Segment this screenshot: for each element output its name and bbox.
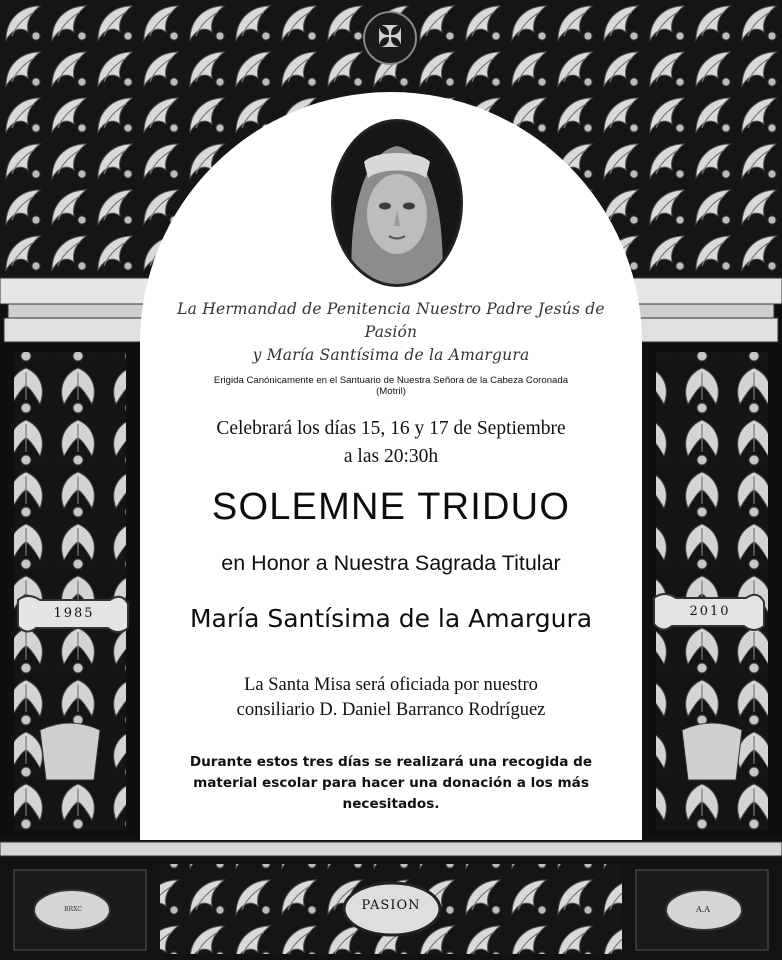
hermandad-line-1: La Hermandad de Penitencia Nuestro Padre Jesús de Pasión — [177, 300, 605, 341]
virgin-portrait — [334, 122, 460, 284]
pasion-cartouche-label: PASION — [361, 898, 421, 913]
donation-notice — [150, 752, 632, 815]
aa-cartouche-label: A.A — [695, 905, 711, 914]
event-dates — [150, 415, 632, 471]
erigida-line-1: Erigida Canónicamente en el Santuario de Nuestra Señora de la Cabeza Coronada — [213, 375, 569, 386]
hermandad-line-2: y María Santísima de la Amargura — [252, 346, 530, 364]
donation-line-1: Durante estos tres días se realizará una recogida de — [189, 754, 593, 770]
left-cartouche-label: BRXC — [64, 906, 82, 913]
donation-line-3: necesitados. — [342, 796, 440, 812]
misa-text — [150, 673, 632, 723]
titular-name: María Santísima de la Amargura — [189, 604, 593, 633]
cross-emblem-icon: ✠ — [377, 20, 403, 55]
honor-line: en Honor a Nuestra Sagrada Titular — [221, 551, 561, 575]
event-time-line: a las 20:30h — [343, 446, 439, 467]
event-dates-line: Celebrará los días 15, 16 y 17 de Septiembre — [216, 418, 566, 439]
misa-line-2: consiliario D. Daniel Barranco Rodríguez — [236, 700, 546, 720]
donation-line-2: material escolar para hacer una donación a los más — [193, 775, 589, 791]
misa-line-1: La Santa Misa será oficiada por nuestro — [244, 675, 538, 695]
erigida-line-2: (Motril) — [376, 386, 406, 397]
erigida-text — [150, 375, 632, 397]
hermandad-heading — [150, 298, 632, 367]
year-right-label: 2010 — [689, 604, 731, 619]
poster-title: SOLEMNE TRIDUO — [211, 486, 571, 528]
year-left-label: 1985 — [53, 606, 95, 621]
